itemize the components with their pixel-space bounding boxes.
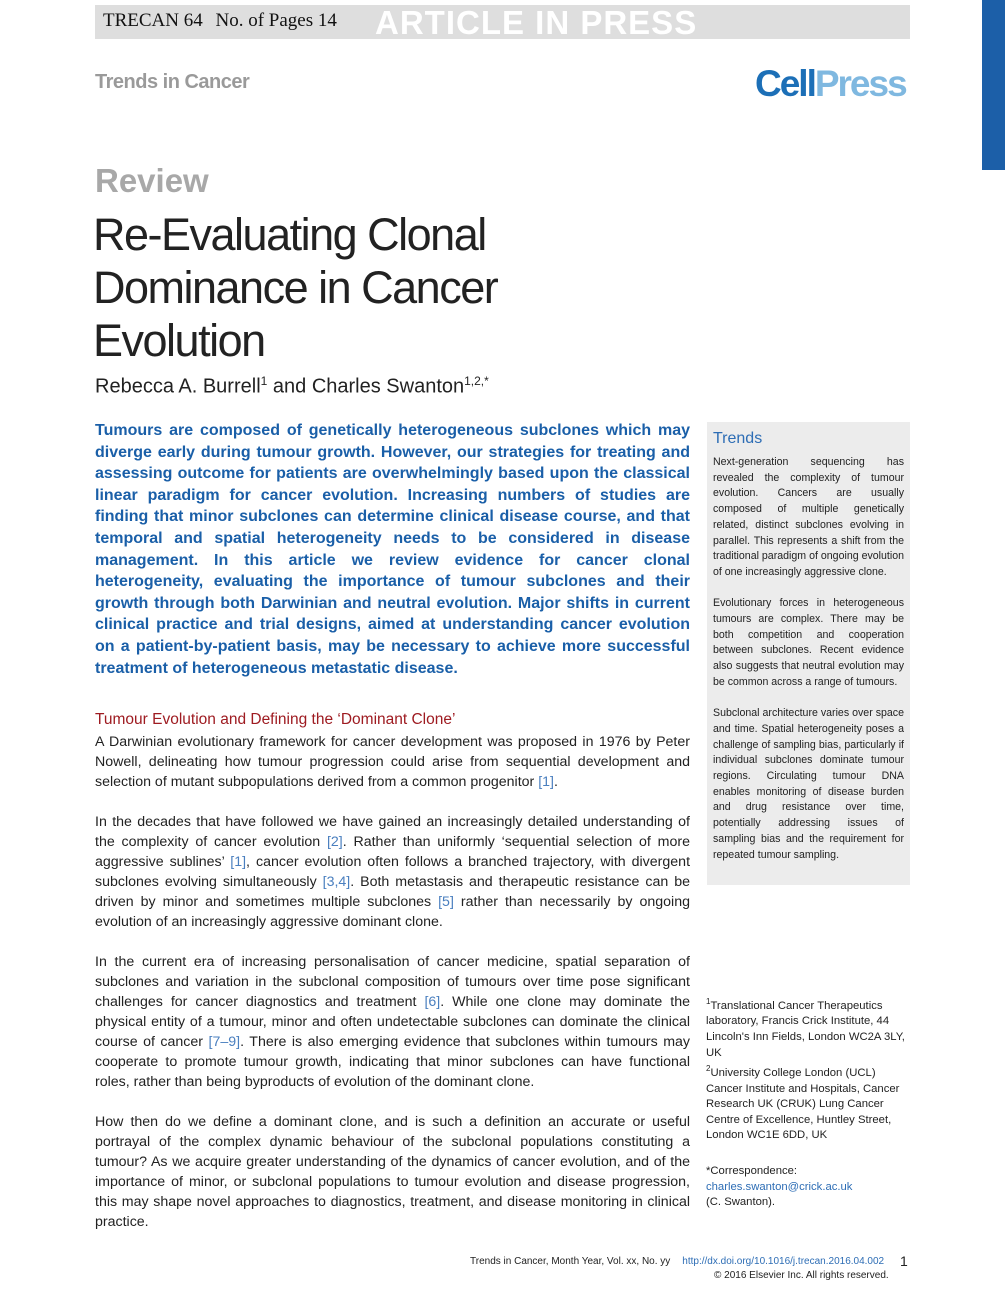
text-run: , cancer evolution often follows a branched trajectory, with divergent subclones evolving simultaneously [95, 854, 691, 890]
correspondence-name: (C. Swanton). [706, 1196, 776, 1209]
side-tab-decoration [982, 0, 1005, 170]
paragraph [95, 732, 690, 792]
running-header-bar [95, 5, 910, 39]
affiliation [706, 994, 911, 1061]
text-run: rather than necessarily by ongoing evolution of an increasingly aggressive dominant clone. [95, 894, 690, 930]
author-affiliation-mark: 1 [260, 374, 268, 388]
page-count: No. of Pages 14 [215, 10, 337, 31]
logo-part-press: Press [814, 63, 906, 104]
text-run: In the decades that have followed we have gained an increasingly detailed understanding of the complexity of cancer evolution [95, 814, 690, 850]
text-run: In the current era of increasing personalisation of cancer medicine, spatial separation of subclones and variation in the subclonal composition of tumours over time pose significant challenges for cancer diagnostics and treatment [95, 954, 690, 1010]
trends-heading: Trends [713, 430, 763, 447]
text-run: A Darwinian evolutionary framework for cancer development was proposed in 1976 by Peter Nowell, delineating how tumour progression could arise from sequential development and selection of mutant subpopulations derived from a common progenitor [95, 734, 690, 790]
article-title: Re-Evaluating Clonal Dominance in Cancer Evolution [93, 209, 498, 366]
cellpress-logo[interactable] [755, 63, 906, 105]
author-list [95, 374, 489, 399]
copyright: © 2016 Elsevier Inc. All rights reserved. [714, 1270, 889, 1281]
text-run: . Both metastasis and therapeutic resistance can be driven by minor and sometimes multiple subclones [95, 874, 690, 910]
affiliations [706, 994, 911, 1144]
reference-link[interactable]: [7–9] [208, 1034, 241, 1050]
reference-link[interactable]: [6] [424, 994, 441, 1010]
trends-item: Next-generation sequencing has revealed the complexity of tumour evolution. Cancers are usually composed of multiple genetically related, distinct subclones evolving in parallel. This represents a shift from the traditional paradigm of ongoing evolution of one increasingly aggressive clone. [713, 456, 904, 578]
text-run: . [554, 774, 558, 790]
text-run: . While one clone may dominate the physical entity of a tumour, minor and often undetectable subclones can dominate the clinical course of cancer [95, 994, 690, 1050]
reference-link[interactable]: [1] [230, 854, 247, 870]
doi-link[interactable]: http://dx.doi.org/10.1016/j.trecan.2016.04.002 [682, 1256, 885, 1267]
author-separator: and [267, 375, 312, 398]
trends-item: Subclonal architecture varies over space and time. Spatial heterogeneity poses a challenge of sampling bias, particularly if individual subclones dominate tumour regions. Circulating tumour DNA enables monitoring of disease burden and drug resistance over time, potentially addressing issues of sampling bias and the requirement for repeated tumour sampling. [713, 707, 904, 861]
trends-item: Evolutionary forces in heterogeneous tumours are complex. There may be both competition and cooperation between subclones. Recent evidence also suggests that neutral evolution may be common across a range of tumours. [713, 597, 904, 688]
reference-link[interactable]: [1] [538, 774, 554, 790]
journal-name: Trends in Cancer [95, 71, 250, 93]
affiliation-mark: 1 [706, 997, 711, 1006]
reference-link[interactable]: [2] [326, 834, 343, 850]
logo-part-cell: Cell [755, 63, 815, 104]
paragraph [95, 812, 690, 932]
author-affiliation-mark: 1,2,* [464, 374, 489, 388]
text-run: . Rather than uniformly ‘sequential selection of more aggressive sublines’ [95, 834, 691, 870]
affiliation-text: Translational Cancer Therapeutics laboratory, Francis Crick Institute, 44 Lincoln's Inn Fields, London WC2A 3LY, UK [706, 999, 905, 1059]
correspondence-label: *Correspondence: [706, 1165, 798, 1177]
reference-link[interactable]: [5] [438, 894, 454, 910]
paragraph [95, 952, 690, 1092]
page-footer [470, 1256, 884, 1267]
article-status: ARTICLE IN PRESS [375, 4, 698, 41]
correspondence [706, 1164, 911, 1211]
article-type: Review [95, 162, 209, 199]
trends-box [707, 422, 910, 885]
affiliation-text: University College London (UCL) Cancer Institute and Hospitals, Cancer Research UK (CRUK) Lung Cancer Centre of Excellence, Huntley Street, London WC1E 6DD, UK [706, 1066, 900, 1142]
trends-body [713, 455, 904, 879]
author-name: Rebecca A. Burrell [95, 375, 261, 398]
affiliation-mark: 2 [706, 1064, 711, 1074]
correspondence-email[interactable]: charles.swanton@crick.ac.uk [706, 1180, 853, 1193]
article-meta [103, 10, 345, 32]
footer-citation: Trends in Cancer, Month Year, Vol. xx, No. yy [470, 1256, 671, 1267]
section-heading: Tumour Evolution and Defining the ‘Dominant Clone’ [95, 711, 456, 728]
author-name: Charles Swanton [311, 375, 465, 398]
abstract [95, 420, 690, 679]
page-number: 1 [900, 1253, 908, 1269]
journal-code: TRECAN 64 [103, 10, 203, 31]
body-text [95, 732, 690, 1252]
text-run: . There is also emerging evidence that subclones within tumours may cooperate to promote tumour growth, indicating that minor subclones can have functional roles, rather than being byproducts of evolution of the dominant clone. [95, 1034, 691, 1090]
paragraph: How then do we define a dominant clone, and is such a definition an accurate or useful portrayal of the complex dynamic behaviour of the subclonal populations constituting a tumour? As we acquire greater understanding of the dynamics of cancer evolution, and of the importance of minor, or subclonal populations to tumour evolution and disease progression, this may shape novel approaches to diagnostics, treatment, and disease monitoring in clinical practice. [95, 1114, 690, 1230]
affiliation [706, 1061, 911, 1144]
reference-link[interactable]: [3,4] [322, 874, 351, 890]
abstract-text: Tumours are composed of genetically heterogeneous subclones which may diverge early during tumour growth. However, our strategies for treating and assessing outcome for patients are overwhelmingly based upon the classical linear paradigm for cancer evolution. Increasing numbers of studies are finding that minor subclones can determine clinical disease course, and that temporal and spatial heterogeneity needs to be considered in disease management. In this article we review evidence for cancer clonal heterogeneity, evaluating the importance of tumour subclones and their growth through both Darwinian and neutral evolution. Major shifts in current clinical practice and trial designs, aimed at understanding cancer evolution on a patient-by-patient basis, may be necessary to achieve more successful treatment of heterogeneous metastatic disease. [95, 422, 690, 677]
